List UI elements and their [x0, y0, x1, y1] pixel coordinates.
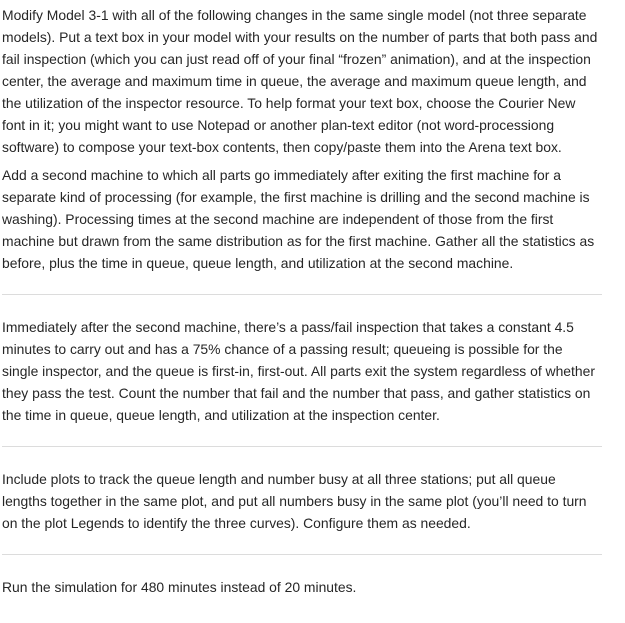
text-line: the time in queue, queue length, and utilization at the inspection center.	[2, 407, 440, 423]
paragraph-text-box-instructions	[2, 4, 608, 158]
text-line: they pass the test. Count the number that fail and the number that pass, and gather statistics on	[2, 385, 591, 401]
paragraph-run-length	[2, 576, 608, 598]
text-line: Include plots to track the queue length and number busy at all three stations; put all queue	[2, 471, 556, 487]
text-line: on the plot Legends to identify the three curves). Configure them as needed.	[2, 515, 471, 531]
paragraph-plots	[2, 468, 608, 534]
text-line: font in it; you might want to use Notepad or another plan-text editor (not word-processiong	[2, 117, 555, 133]
text-line: lengths together in the same plot, and put all numbers busy in the same plot (you’ll need to turn	[2, 493, 587, 509]
paragraph-inspection	[2, 316, 608, 426]
text-line: before, plus the time in queue, queue length, and utilization at the second machine.	[2, 255, 514, 271]
paragraph-second-machine	[2, 164, 608, 274]
text-line: fail inspection (which you can just read off of your final “frozen” animation), and at the inspection	[2, 51, 591, 67]
text-line: Add a second machine to which all parts go immediately after exiting the first machine for a	[2, 167, 561, 183]
text-line: Modify Model 3-1 with all of the following changes in the same single model (not three separate	[2, 7, 587, 23]
text-line: separate kind of processing (for example, the first machine is drilling and the second machine is	[2, 189, 590, 205]
section-divider	[2, 446, 602, 447]
section-divider	[2, 554, 602, 555]
text-line: Immediately after the second machine, there’s a pass/fail inspection that takes a constant 4.5	[2, 319, 574, 335]
text-line: the utilization of the inspector resource. To help format your text box, choose the Courier New	[2, 95, 576, 111]
text-line: single inspector, and the queue is first-in, first-out. All parts exit the system regardless of whether	[2, 363, 595, 379]
text-line: Run the simulation for 480 minutes instead of 20 minutes.	[2, 579, 357, 595]
text-line: washing). Processing times at the second machine are independent of those from the first	[2, 211, 554, 227]
text-line: models). Put a text box in your model with your results on the number of parts that both pass and	[2, 29, 598, 45]
text-line: minutes to carry out and has a 75% chance of a passing result; queueing is possible for the	[2, 341, 563, 357]
section-divider	[2, 294, 602, 295]
text-line: center, the average and maximum time in queue, the average and maximum queue length, and	[2, 73, 587, 89]
text-line: software) to compose your text-box contents, then copy/paste them into the Arena text box.	[2, 139, 562, 155]
text-line: machine but drawn from the same distribution as for the first machine. Gather all the statistics as	[2, 233, 595, 249]
